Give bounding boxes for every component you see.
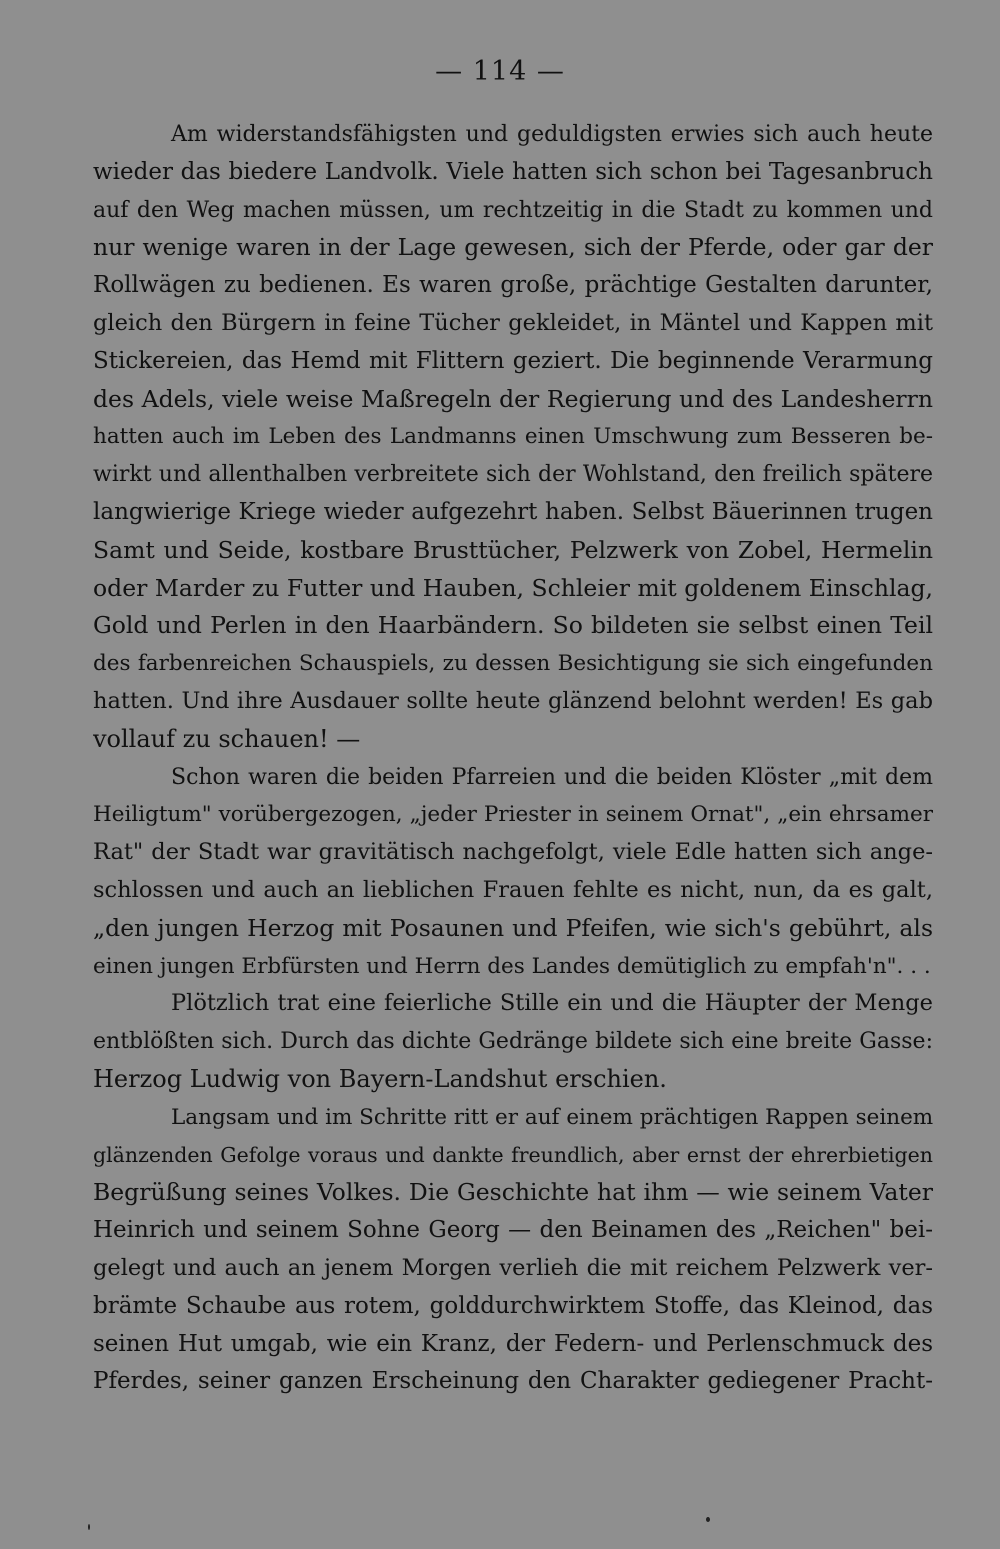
text-line: schlossen und auch an lieblichen Frauen fehlte es nicht, nun, da es galt, <box>93 876 933 903</box>
text-line: seinen Hut umgab, wie ein Kranz, der Federn- und Perlenschmuck des <box>93 1330 933 1357</box>
scan-speck <box>88 1524 90 1530</box>
body-text <box>93 116 933 1401</box>
text-line: hatten. Und ihre Ausdauer sollte heute glänzend belohnt werden! Es gab <box>93 687 933 714</box>
text-line: brämte Schaube aus rotem, golddurchwirktem Stoffe, das Kleinod, das <box>93 1292 933 1319</box>
text-line: hatten auch im Leben des Landmanns einen Umschwung zum Besseren be- <box>93 424 933 450</box>
text-line: gelegt und auch an jenem Morgen verlieh die mit reichem Pelzwerk ver- <box>93 1254 933 1281</box>
text-line: einen jungen Erbfürsten und Herrn des Landes demütiglich zu empfah'n". . . <box>93 953 931 979</box>
text-line: Plötzlich trat eine feierliche Stille ein und die Häupter der Menge <box>171 990 933 1017</box>
text-line: Pferdes, seiner ganzen Erscheinung den Charakter gediegener Pracht- <box>93 1368 933 1395</box>
text-line: wieder das biedere Landvolk. Viele hatten sich schon bei Tagesanbruch <box>93 158 933 185</box>
text-line: vollauf zu schauen! — <box>93 724 361 753</box>
page-number: — 114 — <box>435 56 565 87</box>
text-line: Heinrich und seinem Sohne Georg — den Beinamen des „Reichen" bei- <box>93 1217 933 1244</box>
text-line: Gold und Perlen in den Haarbändern. So bildeten sie selbst einen Teil <box>93 611 933 640</box>
text-line: Langsam und im Schritte ritt er auf einem prächtigen Rappen seinem <box>171 1104 933 1130</box>
text-line: Am widerstandsfähigsten und geduldigsten erwies sich auch heute <box>171 122 933 147</box>
paragraph-3 <box>93 985 933 1098</box>
text-line: auf den Weg machen müssen, um rechtzeitig in die Stadt zu kommen und <box>93 197 933 223</box>
text-line: des Adels, viele weise Maßregeln der Regierung und des Landesherrn <box>93 384 933 413</box>
scan-speck <box>706 1517 710 1522</box>
text-line: Stickereien, das Hemd mit Flittern geziert. Die beginnende Verarmung <box>93 347 933 374</box>
text-line: Heiligtum" vorübergezogen, „jeder Priester in seinem Ornat", „ein ehrsamer <box>93 802 933 828</box>
text-line: gleich den Bürgern in feine Tücher gekleidet, in Mäntel und Kappen mit <box>93 309 933 336</box>
text-line: Herzog Ludwig von Bayern-Landshut erschien. <box>93 1064 667 1093</box>
paragraph-4 <box>93 1099 933 1401</box>
text-line: des farbenreichen Schauspiels, zu dessen Besichtigung sie sich eingefunden <box>93 651 933 677</box>
text-line: Rat" der Stadt war gravitätisch nachgefolgt, viele Edle hatten sich ange- <box>93 839 933 866</box>
text-line: nur wenige waren in der Lage gewesen, sich der Pferde, oder gar der <box>93 233 933 262</box>
text-line: Samt und Seide, kostbare Brusttücher, Pelzwerk von Zobel, Hermelin <box>93 535 933 564</box>
paragraph-2 <box>93 759 933 986</box>
paragraph-1 <box>93 116 933 759</box>
text-line: langwierige Kriege wieder aufgezehrt haben. Selbst Bäuerinnen trugen <box>93 498 933 525</box>
text-line: oder Marder zu Futter und Hauben, Schleier mit goldenem Einschlag, <box>93 573 933 602</box>
text-line: glänzenden Gefolge voraus und dankte freundlich, aber ernst der ehrerbietigen <box>93 1142 933 1167</box>
text-line: Rollwägen zu bedienen. Es waren große, prächtige Gestalten darunter, <box>93 272 933 299</box>
text-line: entblößten sich. Durch das dichte Gedränge bildete sich eine breite Gasse: <box>93 1029 933 1055</box>
text-line: wirkt und allenthalben verbreitete sich der Wohlstand, den freilich spätere <box>93 462 933 488</box>
text-line: Begrüßung seines Volkes. Die Geschichte hat ihm — wie seinem Vater <box>93 1178 933 1207</box>
text-line: Schon waren die beiden Pfarreien und die beiden Klöster „mit dem <box>171 764 933 790</box>
text-line: „den jungen Herzog mit Posaunen und Pfeifen, wie sich's gebührt, als <box>93 913 933 942</box>
